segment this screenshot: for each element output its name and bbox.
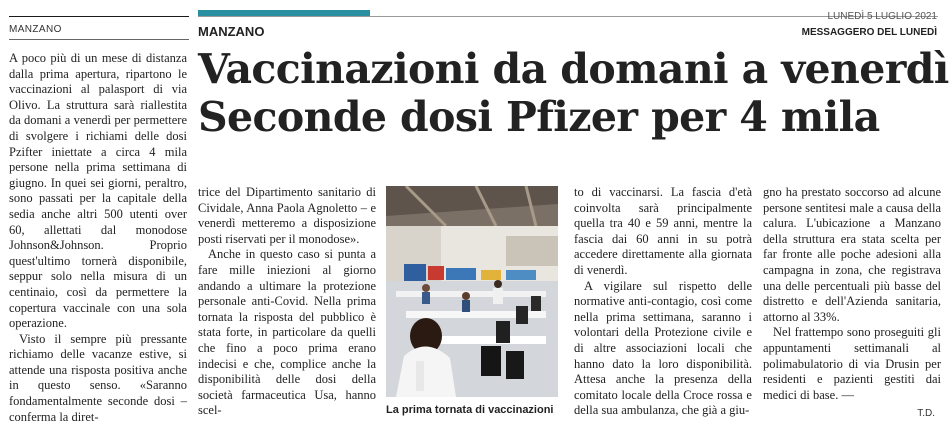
left-column-kicker: MANZANO bbox=[9, 24, 62, 35]
top-rule-left bbox=[9, 16, 189, 17]
section-accent-bar bbox=[198, 10, 370, 16]
left-kicker-underline bbox=[9, 39, 189, 40]
paragraph: Nel frattempo sono proseguiti gli appuntamenti settimanali al polimabulatorio di via Drusin per residenti e pazienti gestiti dai medici di base. — bbox=[763, 325, 941, 402]
article-column-2 bbox=[198, 185, 376, 419]
newspaper-name: MESSAGGERO DEL LUNEDÌ bbox=[801, 27, 937, 38]
author-signature: T.D. bbox=[917, 408, 935, 419]
paragraph: gno ha prestato soccorso ad alcune persone sentitesi male a causa della calura. L'ubicazione a Manzano della struttura era stata scelta per far fronte alle poche adesioni alla campagna in zona, che registrava una delle percentuali più basse del distretto e dell'Azienda sanitaria, attorno al 33%. bbox=[763, 185, 941, 324]
photo-illustration bbox=[386, 186, 558, 397]
photo-caption: La prima tornata di vaccinazioni bbox=[386, 404, 554, 416]
paragraph: Anche in questo caso si punta a fare mille iniezioni al giorno andando a ultimare la protezione personale anti-Covid. Nella prima tornata la risposta del pubblico è stata forte, in particolare da quelli che fino a poco prima erano indecisi e che, complice anche la disponibilità delle dosi della società farmaceutica Usa, hanno scel- bbox=[198, 247, 376, 418]
article-column-4 bbox=[763, 185, 941, 403]
vaccination-hall-photo bbox=[386, 186, 558, 397]
section-kicker: MANZANO bbox=[198, 24, 265, 39]
article-column-1 bbox=[9, 51, 187, 425]
paragraph: Visto il sempre più pressante richiamo delle vacanze estive, si attende una risposta positiva anche in questo senso. «Saranno fondamentalmente seconde dosi – conferma la diret- bbox=[9, 331, 187, 424]
paragraph: to di vaccinarsi. La fascia d'età coinvolta sarà principalmente quella tra 40 e 59 anni, mentre la fascia dai 60 anni in su potrà accedere direttamente alla giornata di venerdì. bbox=[574, 185, 752, 277]
issue-date: LUNEDÌ 5 LUGLIO 2021 bbox=[827, 11, 937, 22]
paragraph: A poco più di un mese di distanza dalla prima apertura, ripartono le vaccinazioni al palasport di via Olivo. La struttura sarà riallestita da domani a venerdì per permettere di svolgere i richiami delle dosi Pzifter iniettate a circa 4 mila persone nella prima settimana di giugno. In quei sei giorni, peraltro, sono passati per la capitale della sedia anche altri 500 utenti over 60, allettati dal monodose Johnson&Johnson. Proprio quest'ultimo tornerà disponibile, seppur solo nella misura di un centinaio, così da permettere la copertura vaccinale con una sola operazione. bbox=[9, 51, 187, 331]
paragraph: trice del Dipartimento sanitario di Cividale, Anna Paola Agnoletto – e venerdì metteremo a disposizione posti riservati per il monodose». bbox=[198, 185, 376, 246]
headline-line-2: Seconde dosi Pfizer per 4 mila bbox=[198, 93, 880, 141]
headline-line-1: Vaccinazioni da domani a venerdì bbox=[198, 45, 949, 93]
article-column-3 bbox=[574, 185, 752, 419]
paragraph: A vigilare sul rispetto delle normative anti-contagio, così come nella prima settimana, saranno i volontari della Protezione civile e di altre associazioni locali che hanno dato la loro disponibilità. Attesa anche la presenza della comitato locale della Croce rossa e della sua ambulanza, che già a giu- bbox=[574, 278, 752, 418]
